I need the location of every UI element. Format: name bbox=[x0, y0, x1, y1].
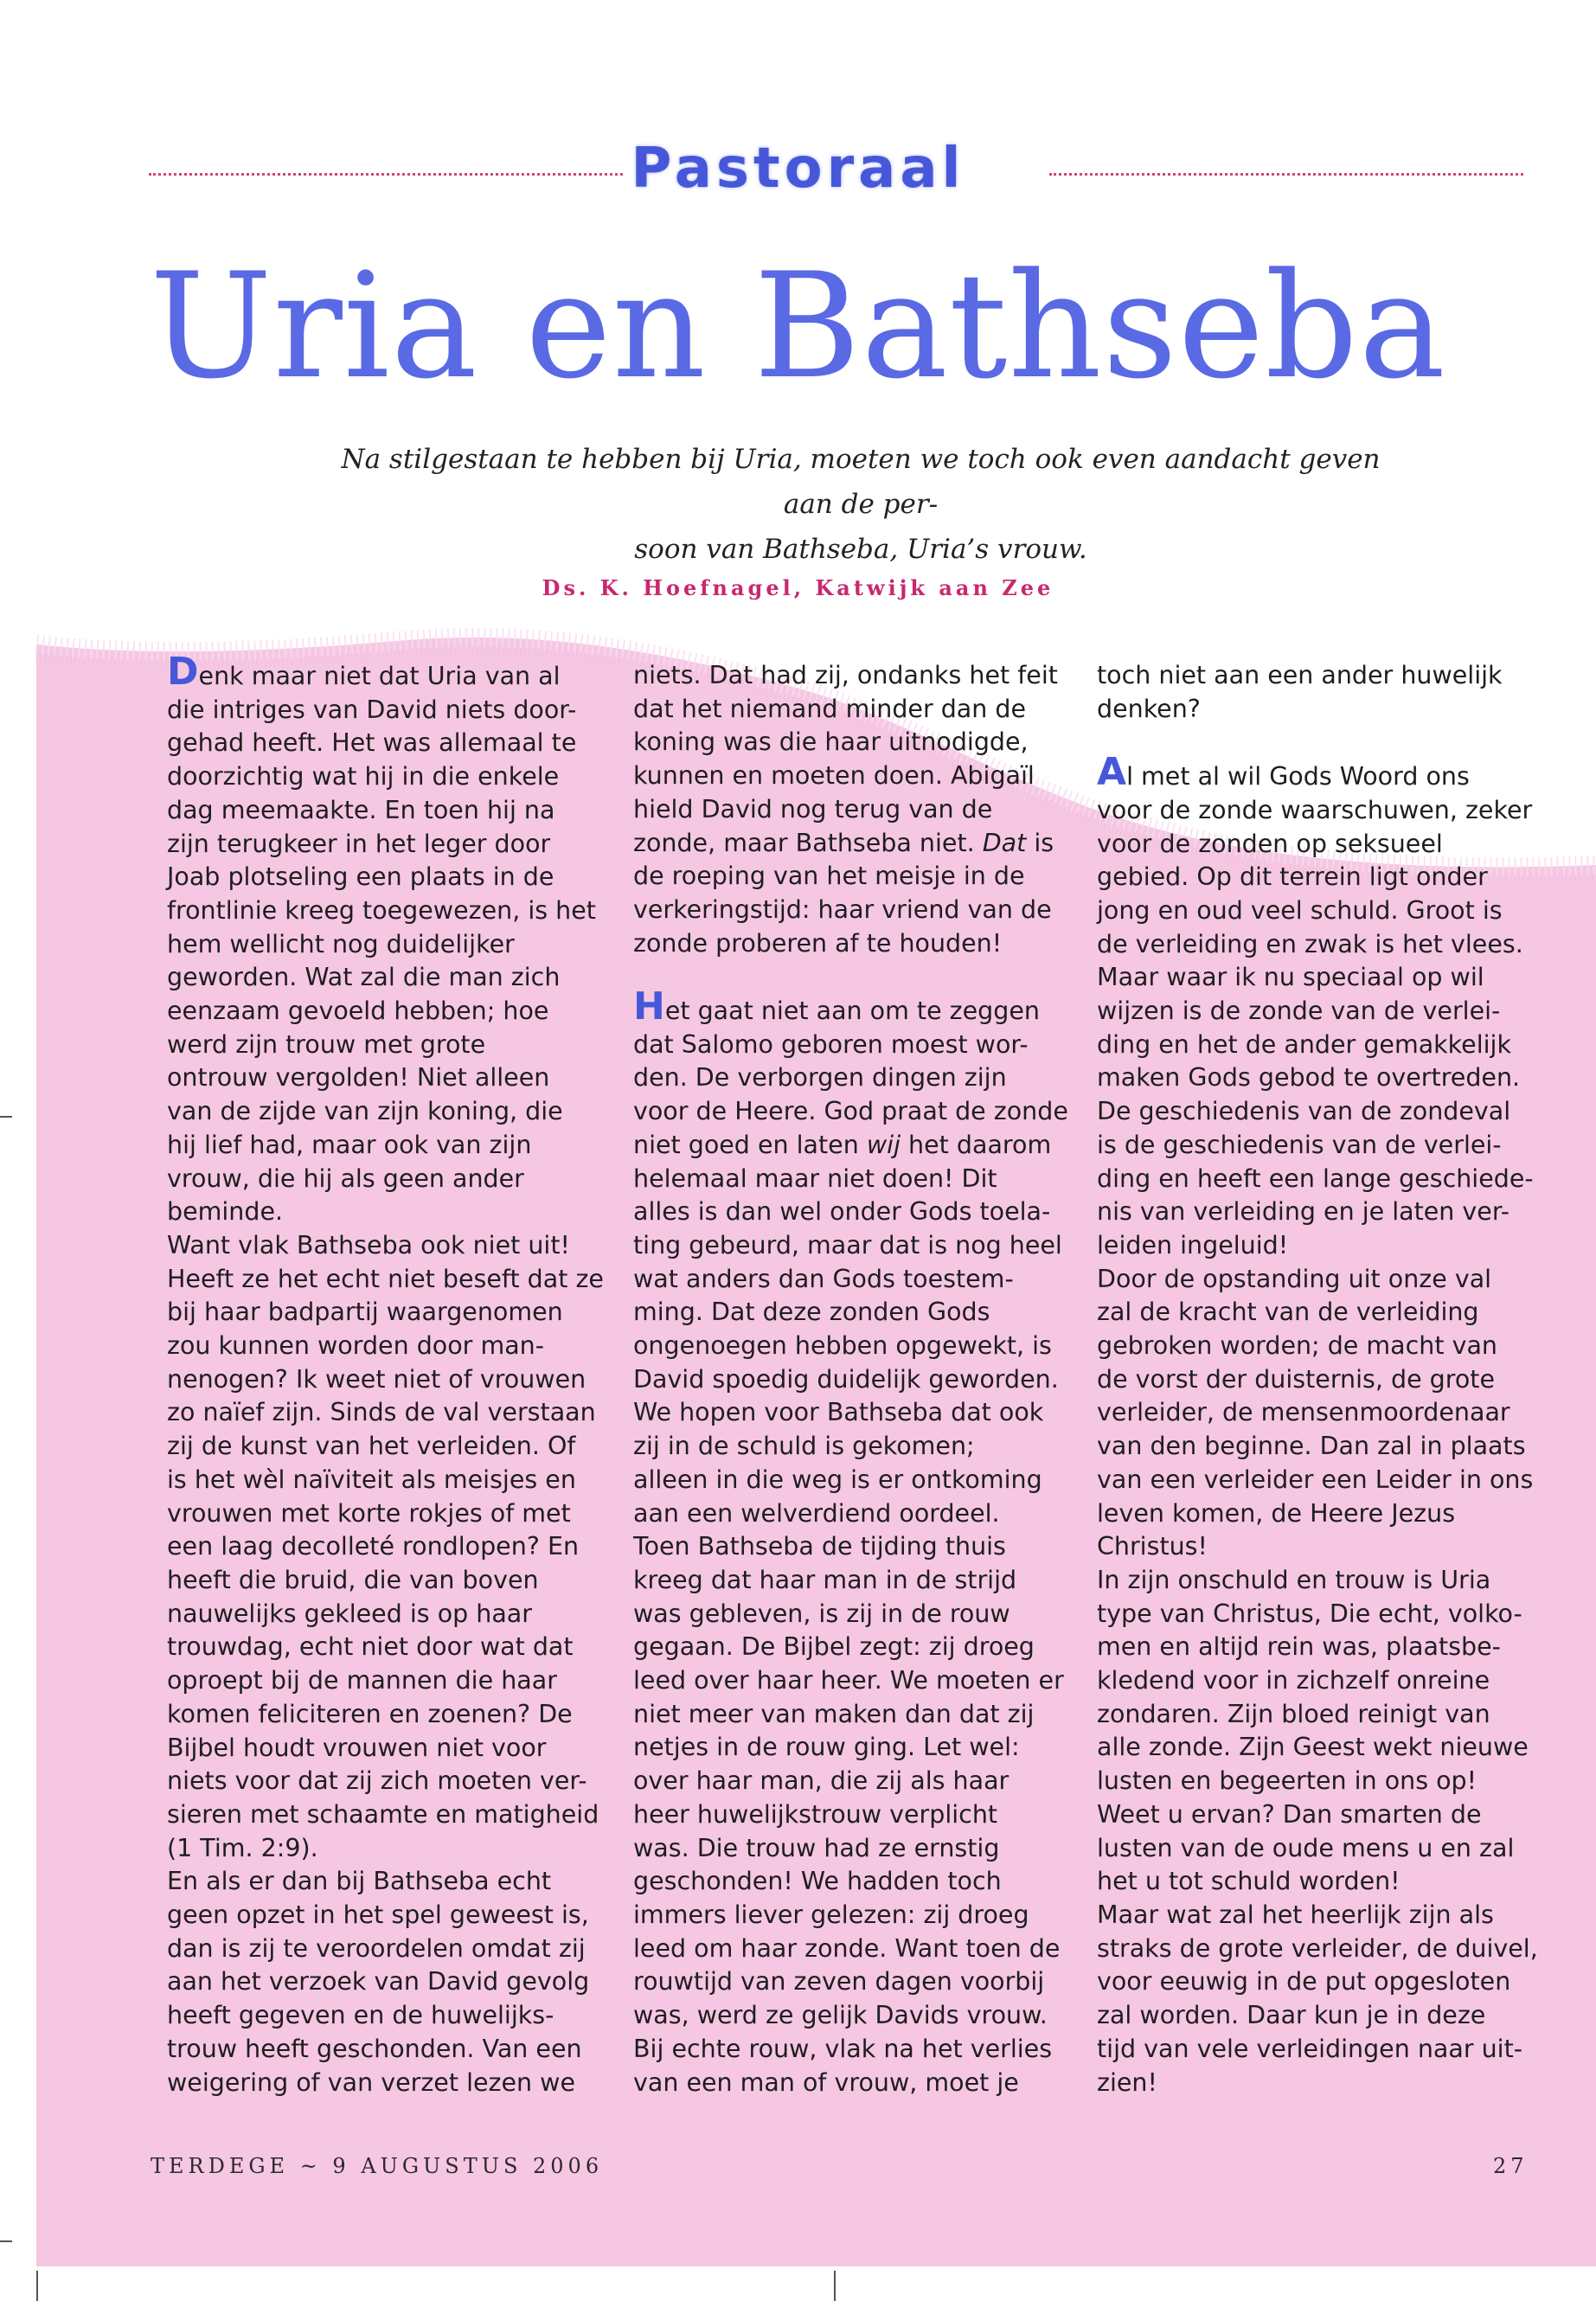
text-line: ding en het de ander gemakkelijk bbox=[1097, 1029, 1511, 1059]
column-lines bbox=[633, 659, 1070, 827]
paragraph-start: Denk maar niet dat Uria van al bbox=[167, 650, 561, 694]
text-line: voor de zonden op seksueel bbox=[1097, 829, 1443, 858]
text-line: kunnen en moeten doen. Abigaïl bbox=[633, 761, 1035, 791]
column-lines bbox=[1097, 794, 1547, 2099]
text-line: ontrouw vergolden! Niet alleen bbox=[167, 1063, 550, 1093]
text-line: voor eeuwig in de put opgesloten bbox=[1097, 1967, 1511, 1997]
text-line: heer huwelijkstrouw verplicht bbox=[633, 1799, 998, 1829]
drop-cap: H bbox=[633, 984, 665, 1029]
text-line: den. De verborgen dingen zijn bbox=[633, 1063, 1007, 1093]
text-line: vrouw, die hij als geen ander bbox=[167, 1163, 524, 1193]
text-line: type van Christus, Die echt, volko- bbox=[1097, 1599, 1522, 1628]
text-column-1 bbox=[167, 650, 604, 2099]
text-line: In zijn onschuld en trouw is Uria bbox=[1097, 1565, 1491, 1594]
text-line: netjes in de rouw ging. Let wel: bbox=[633, 1733, 1020, 1762]
column-lines bbox=[633, 1163, 1070, 2100]
text-line: straks de grote verleider, de duivel, bbox=[1097, 1933, 1538, 1963]
text-line: kreeg dat haar man in de strijd bbox=[633, 1565, 1017, 1594]
text-line: zonde, maar Bathseba niet. Dat is bbox=[633, 828, 1054, 857]
text-line: de verleiding en zwak is het vlees. bbox=[1097, 929, 1523, 958]
text-line: alles is dan wel onder Gods toela- bbox=[633, 1197, 1051, 1227]
text-line: niet meer van maken dan dat zij bbox=[633, 1699, 1035, 1728]
text-line: Joab plotseling een plaats in de bbox=[167, 862, 554, 892]
text-line: dag meemaakte. En toen hij na bbox=[167, 795, 555, 824]
text-line: komen feliciteren en zoenen? De bbox=[167, 1699, 573, 1728]
text-line: was. Die trouw had ze ernstig bbox=[633, 1833, 1000, 1862]
text-line: zonde proberen af te houden! bbox=[633, 928, 1003, 958]
text-line: Heeft ze het echt niet beseft dat ze bbox=[167, 1264, 604, 1293]
text-line: nis van verleiding en je laten ver- bbox=[1097, 1197, 1510, 1227]
text-line: zijn terugkeer in het leger door bbox=[167, 829, 551, 858]
text-line: koning was die haar uitnodigde, bbox=[633, 727, 1029, 757]
text-line: ming. Dat deze zonden Gods bbox=[633, 1298, 990, 1327]
text-line: is het wèl naïviteit als meisjes en bbox=[167, 1465, 576, 1494]
column-lines bbox=[1097, 659, 1547, 726]
text-line: verleider, de mensenmoordenaar bbox=[1097, 1398, 1510, 1427]
text-line: oproept bij de mannen die haar bbox=[167, 1666, 557, 1695]
text-line: ting gebeurd, maar dat is nog heel bbox=[633, 1230, 1062, 1259]
paragraph-gap bbox=[633, 960, 1070, 994]
text-line: frontlinie kreeg toegewezen, is het bbox=[167, 895, 596, 925]
intro-text bbox=[329, 437, 1393, 572]
text-line: Weet u ervan? Dan smarten de bbox=[1097, 1799, 1482, 1829]
text-line: leiden ingeluid! bbox=[1097, 1230, 1289, 1259]
text-line: hem wellicht nog duidelijker bbox=[167, 929, 515, 958]
text-line: immers liever gelezen: zij droeg bbox=[633, 1900, 1029, 1929]
text-column-3 bbox=[1097, 659, 1547, 2099]
text-line: weigering of van verzet lezen we bbox=[167, 2067, 575, 2097]
text-line: gebied. Op dit terrein ligt onder bbox=[1097, 862, 1488, 892]
text-line: aan het verzoek van David gevolg bbox=[167, 1967, 590, 1997]
text-line: zien! bbox=[1097, 2067, 1157, 2097]
text-line: eenzaam gevoeld hebben; hoe bbox=[167, 997, 549, 1026]
text-line: vrouwen met korte rokjes of met bbox=[167, 1498, 571, 1528]
text-line: Want vlak Bathseba ook niet uit! bbox=[167, 1230, 570, 1259]
text-line: hij lief had, maar ook van zijn bbox=[167, 1130, 532, 1159]
text-line: zal worden. Daar kun je in deze bbox=[1097, 2001, 1486, 2030]
text-line: De geschiedenis van de zondeval bbox=[1097, 1097, 1511, 1126]
text-line: Maar waar ik nu speciaal op wil bbox=[1097, 963, 1484, 992]
author-byline: Ds. K. Hoefnagel, Katwijk aan Zee bbox=[542, 575, 1054, 600]
text-line: van een verleider een Leider in ons bbox=[1097, 1465, 1534, 1494]
text-line: (1 Tim. 2:9). bbox=[167, 1833, 318, 1862]
text-line: geschonden! We hadden toch bbox=[633, 1867, 1002, 1896]
text-line: geen opzet in het spel geweest is, bbox=[167, 1900, 589, 1930]
text-line: nenogen? Ik weet niet of vrouwen bbox=[167, 1364, 586, 1394]
text-line: gebroken worden; de macht van bbox=[1097, 1331, 1497, 1361]
text-line: dat het niemand minder dan de bbox=[633, 694, 1027, 723]
text-line: bij haar badpartij waargenomen bbox=[167, 1298, 563, 1327]
text-line: En als er dan bij Bathseba echt bbox=[167, 1867, 552, 1896]
text-line: die intriges van David niets door- bbox=[167, 695, 577, 724]
text-line: trouwdag, echt niet door wat dat bbox=[167, 1632, 574, 1662]
text-line: voor de Heere. God praat de zonde bbox=[633, 1097, 1068, 1126]
text-line: tijd van vele verleidingen naar uit- bbox=[1097, 2034, 1523, 2063]
text-line: alle zonde. Zijn Geest wekt nieuwe bbox=[1097, 1733, 1529, 1762]
drop-cap: D bbox=[167, 650, 199, 694]
text-line: niet goed en laten wij het daarom bbox=[633, 1130, 1052, 1159]
text-line: zij in de schuld is gekomen; bbox=[633, 1432, 975, 1461]
text-line: van de zijde van zijn koning, die bbox=[167, 1097, 563, 1126]
footer-publication: TERDEGE ~ 9 AUGUSTUS 2006 bbox=[151, 2154, 604, 2178]
text-line: zo naïef zijn. Sinds de val verstaan bbox=[167, 1398, 596, 1427]
text-line: van den beginne. Dan zal in plaats bbox=[1097, 1432, 1526, 1461]
text-line: gegaan. De Bijbel zegt: zij droeg bbox=[633, 1632, 1035, 1662]
text-line: van een man of vrouw, moet je bbox=[633, 2067, 1019, 2097]
text-line: heeft die bruid, die van boven bbox=[167, 1565, 539, 1594]
text-line: Maar wat zal het heerlijk zijn als bbox=[1097, 1900, 1494, 1929]
text-line: niets voor dat zij zich moeten ver- bbox=[167, 1766, 587, 1796]
text-line: leed over haar heer. We moeten er bbox=[633, 1666, 1064, 1695]
text-line: denken? bbox=[1097, 694, 1201, 723]
drop-cap: A bbox=[1097, 750, 1127, 795]
text-line: toch niet aan een ander huwelijk bbox=[1097, 661, 1503, 689]
text-line: ding en heeft een lange geschiede- bbox=[1097, 1163, 1534, 1193]
paragraph-start: Het gaat niet aan om te zeggen bbox=[633, 984, 1040, 1029]
text-line: zondaren. Zijn bloed reinigt van bbox=[1097, 1699, 1490, 1728]
text-line: rouwtijd van zeven dagen voorbij bbox=[633, 1967, 1045, 1997]
text-line: Christus! bbox=[1097, 1532, 1208, 1561]
text-line: Toen Bathseba de tijding thuis bbox=[633, 1532, 1006, 1561]
text-line: voor de zonde waarschuwen, zeker bbox=[1097, 795, 1533, 824]
text-line: ongenoegen hebben opgewekt, is bbox=[633, 1331, 1052, 1361]
text-line: een laag decolleté rondlopen? En bbox=[167, 1532, 580, 1561]
text-line: geworden. Wat zal die man zich bbox=[167, 963, 561, 992]
intro-line: soon van Bathseba, Uria’s vrouw. bbox=[634, 534, 1087, 565]
text-line: zal de kracht van de verleiding bbox=[1097, 1298, 1479, 1327]
section-title: Pastoraal bbox=[631, 137, 965, 201]
crop-mark bbox=[834, 2271, 836, 2301]
crop-mark bbox=[0, 1116, 12, 1118]
text-line: doorzichtig wat hij in die enkele bbox=[167, 762, 560, 792]
paragraph-start: Al met al wil Gods Woord ons bbox=[1097, 750, 1470, 795]
column-lines bbox=[633, 1029, 1070, 1129]
paragraph-gap bbox=[1097, 726, 1547, 760]
text-line: lusten en begeerten in ons op! bbox=[1097, 1766, 1477, 1796]
column-lines bbox=[633, 860, 1070, 960]
crop-mark bbox=[0, 2240, 12, 2242]
text-line: maken Gods gebod te overtreden. bbox=[1097, 1063, 1521, 1093]
text-line: helemaal maar niet doen! Dit bbox=[633, 1163, 997, 1193]
text-line: wat anders dan Gods toestem- bbox=[633, 1264, 1014, 1293]
text-line: nauwelijks gekleed is op haar bbox=[167, 1599, 532, 1628]
text-line: We hopen voor Bathseba dat ook bbox=[633, 1398, 1044, 1427]
text-column-2 bbox=[633, 659, 1070, 2099]
text-line: is de geschiedenis van de verlei- bbox=[1097, 1130, 1502, 1159]
article-title: Uria en Bathseba bbox=[150, 241, 1446, 411]
text-line: jong en oud veel schuld. Groot is bbox=[1097, 895, 1503, 925]
column-lines bbox=[167, 694, 604, 2100]
text-line: het u tot schuld worden! bbox=[1097, 1867, 1401, 1896]
text-line: men en altijd rein was, plaatsbe- bbox=[1097, 1632, 1501, 1662]
text-line: sieren met schaamte en matigheid bbox=[167, 1799, 599, 1829]
page-number: 27 bbox=[1493, 2154, 1529, 2178]
text-line: Door de opstanding uit onze val bbox=[1097, 1264, 1492, 1293]
text-line: was gebleven, is zij in de rouw bbox=[633, 1599, 1010, 1628]
intro-line: Na stilgestaan te hebben bij Uria, moeten we toch ook even aandacht geven aan de per- bbox=[341, 444, 1381, 520]
text-line: zij de kunst van het verleiden. Of bbox=[167, 1432, 576, 1461]
text-line: leed om haar zonde. Want toen de bbox=[633, 1933, 1061, 1963]
text-line: Bij echte rouw, vlak na het verlies bbox=[633, 2034, 1053, 2063]
text-line: werd zijn trouw met grote bbox=[167, 1029, 486, 1059]
text-line: niets. Dat had zij, ondanks het feit bbox=[633, 661, 1058, 689]
text-line: leven komen, de Heere Jezus bbox=[1097, 1498, 1456, 1528]
text-line: zou kunnen worden door man- bbox=[167, 1331, 545, 1361]
text-line: de vorst der duisternis, de grote bbox=[1097, 1364, 1495, 1394]
crop-mark bbox=[36, 2271, 38, 2301]
text-line: was, werd ze gelijk Davids vrouw. bbox=[633, 2001, 1048, 2030]
text-line: lusten van de oude mens u en zal bbox=[1097, 1833, 1515, 1862]
text-line: dan is zij te veroordelen omdat zij bbox=[167, 1933, 586, 1963]
text-line: beminde. bbox=[167, 1197, 284, 1227]
text-line: dat Salomo geboren moest wor- bbox=[633, 1029, 1029, 1059]
text-line: alleen in die weg is er ontkoming bbox=[633, 1465, 1042, 1494]
text-line: de roeping van het meisje in de bbox=[633, 862, 1025, 891]
text-line: wijzen is de zonde van de verlei- bbox=[1097, 997, 1501, 1026]
text-line: aan een welverdiend oordeel. bbox=[633, 1498, 1000, 1528]
text-line: kledend voor in zichzelf onreine bbox=[1097, 1666, 1490, 1695]
text-line: heeft gegeven en de huwelijks- bbox=[167, 2001, 554, 2030]
text-line: over haar man, die zij als haar bbox=[633, 1766, 1010, 1796]
text-line: verkeringstijd: haar vriend van de bbox=[633, 894, 1052, 924]
text-line: gehad heeft. Het was allemaal te bbox=[167, 728, 577, 758]
text-line: hield David nog terug van de bbox=[633, 794, 993, 824]
text-line: Bijbel houdt vrouwen niet voor bbox=[167, 1733, 547, 1762]
text-line: trouw heeft geschonden. Van een bbox=[167, 2034, 582, 2063]
text-line: David spoedig duidelijk geworden. bbox=[633, 1364, 1059, 1394]
